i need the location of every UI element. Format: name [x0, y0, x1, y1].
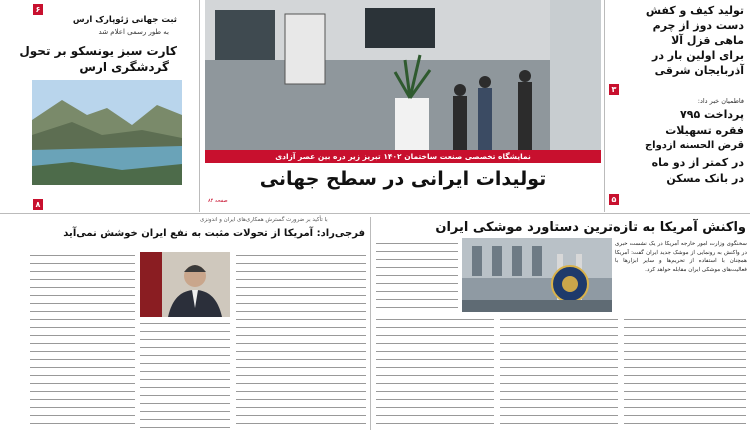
- section-divider: [0, 213, 750, 214]
- headline-line-1[interactable]: کارت سبز یونسکو بر تحول: [19, 44, 177, 58]
- teaser-subtitle: به طور رسمی اعلام شد: [98, 28, 169, 36]
- text-lines: [624, 316, 746, 428]
- teaser-line[interactable]: در کمتر از دو ماه: [651, 156, 744, 169]
- main-headline[interactable]: تولیدات ایرانی در سطح جهانی: [259, 168, 547, 190]
- article-lead: سخنگوی وزارت امور خارجه آمریکا در یک نشست خبری در واکنش به رونمایی از موشک جدید ایران گفت: آمریکا همچنان با استفاده از تحریم‌ها و سایر ابزارها با فعالیت‌های موشکی ایران مقابله خواهد کرد.: [615, 241, 747, 273]
- state-department-photo: [462, 238, 612, 312]
- text-lines: [140, 320, 230, 428]
- teaser-line[interactable]: دست دوز از چرم: [652, 19, 744, 32]
- text-lines: [30, 252, 135, 428]
- photo-caption: نمایشگاه تخصصی صنعت ساختمان ۱۴۰۲ تبریز زیر دره بین عصر آزادی: [205, 150, 601, 163]
- article-headline[interactable]: فرجی‌راد: آمریکا از تحولات مثبت به نفع ایران خوشش نمی‌آید: [63, 228, 365, 239]
- teaser-line[interactable]: برای اولین بار در: [651, 49, 744, 62]
- teaser-line[interactable]: تولید کیف و کفش: [645, 4, 744, 17]
- headline-line-2[interactable]: گردشگری ارس: [79, 60, 169, 74]
- teaser-line[interactable]: ماهی قزل آلا: [671, 34, 744, 47]
- teaser-line[interactable]: آذربایجان شرقی: [654, 64, 744, 77]
- page-number-badge: ۶: [33, 4, 43, 15]
- left-column: [0, 0, 200, 212]
- portrait-photo: [140, 252, 230, 317]
- text-lines: [376, 240, 458, 312]
- teaser-line[interactable]: قرض الحسنه ازدواج: [644, 140, 744, 151]
- article-headline[interactable]: واکنش آمریکا به تازه‌ترین دستاورد موشکی ایران: [435, 220, 746, 235]
- teaser-title[interactable]: ثبت جهانی ژئوپارک ارس: [72, 15, 177, 25]
- river-gorge-photo: [32, 80, 182, 185]
- exhibition-photo: [205, 0, 601, 150]
- text-lines: [236, 252, 366, 428]
- teaser-line[interactable]: در بانک مسکن: [666, 172, 744, 185]
- kicker: فاطمیان خبر داد:: [697, 97, 744, 105]
- teaser-line[interactable]: پرداخت ۷۹۵: [680, 108, 744, 121]
- page-reference: صفحه ۸۴: [208, 198, 228, 204]
- right-column: [604, 0, 750, 212]
- column-rule: [370, 217, 371, 430]
- page-number-badge: ۸: [33, 199, 43, 210]
- text-lines: [500, 316, 618, 428]
- page-number-badge: ۳: [609, 84, 619, 95]
- page-number-badge: ۵: [609, 194, 619, 205]
- teaser-line[interactable]: فقره تسهیلات: [665, 124, 744, 137]
- kicker: با تأکید بر ضرورت گسترش همکاری‌های ایران و اندونزی: [200, 217, 328, 223]
- text-lines: [376, 316, 494, 428]
